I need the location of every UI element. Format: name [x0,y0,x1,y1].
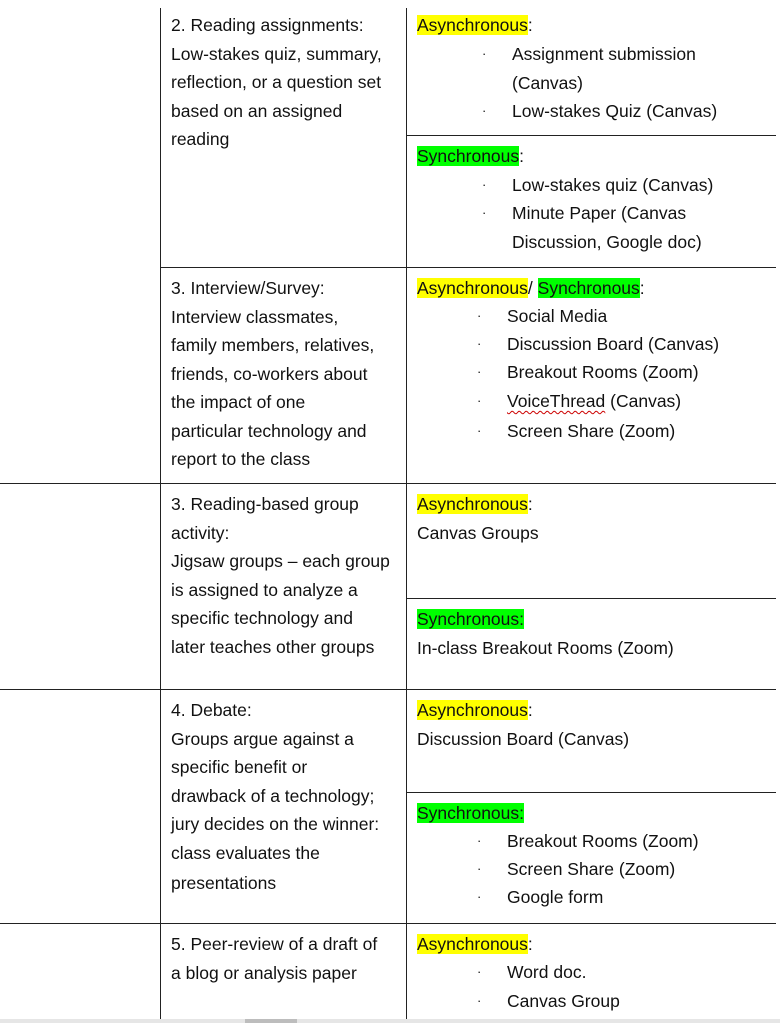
activity-text: Interview classmates, [171,306,339,327]
combined-heading [417,274,645,303]
list-item-text: Low-stakes Quiz (Canvas) [512,101,718,121]
activity-text: a blog or analysis paper [171,962,357,983]
label-suffix: : [527,15,533,35]
activity-cell [171,490,390,661]
sync-label: Synchronous: [417,609,525,629]
activity-text: 4. Debate: [171,700,252,720]
activity-cell [171,930,377,987]
list-item-text: Word doc. [507,962,587,982]
async-heading [417,11,533,40]
activity-cell [171,11,382,154]
activity-text: 5. Peer-review of a draft of [171,934,378,954]
list-item-text: Minute Paper (Canvas Discussion, Google doc) [512,203,702,252]
activity-text: 3. Reading-based group [171,494,359,514]
activity-text: 2. Reading assignments: [171,15,364,35]
bullet-icon: · [477,993,482,1008]
activity-text: 3. Interview/Survey: [171,278,325,298]
activity-text: Groups argue against a [171,728,354,749]
sync-label: Synchronous: [417,803,525,823]
bullet-icon: · [482,205,487,220]
sync-heading [417,605,674,662]
label-suffix: : [527,494,533,514]
async-label: Asynchronous [417,278,528,298]
list-item-text: Breakout Rooms (Zoom) [507,362,699,382]
activity-text: class evaluates the [171,842,320,863]
activity-text: later teaches other groups [171,636,375,657]
async-label: Asynchronous [417,494,528,514]
label-suffix: : [639,278,645,298]
label-separator: / [527,278,538,298]
bullet-icon: · [477,393,482,408]
activity-text: activity: [171,522,230,543]
bullet-icon: · [477,889,482,904]
bullet-icon: · [477,364,482,379]
bullet-icon: · [477,336,482,351]
async-label: Asynchronous [417,15,528,35]
sync-label: Synchronous [537,278,640,298]
activity-text: Low-stakes quiz, summary, [171,43,382,64]
row-divider [0,689,776,690]
label-suffix: : [527,700,533,720]
async-heading [417,490,539,547]
activity-text: specific benefit or [171,757,308,777]
row-divider [0,483,776,484]
list-item-text: Low-stakes quiz (Canvas) [512,175,714,195]
async-label: Asynchronous [417,934,528,954]
activity-text: specific technology and [171,608,353,628]
list-item-text: Social Media [507,306,608,326]
activity-cell [171,696,379,898]
activity-text: reflection, or a question set [171,72,382,92]
async-text: Discussion Board (Canvas) [417,728,630,749]
list-item-text: Google form [507,887,604,907]
bullet-icon: · [477,423,482,438]
async-label: Asynchronous [417,700,528,720]
async-heading [417,696,629,753]
label-suffix: : [519,146,525,166]
list-item-text: Breakout Rooms (Zoom) [507,831,699,851]
activity-text: report to the class [171,449,311,469]
cell-divider [406,598,776,599]
bullet-icon: · [477,964,482,979]
activity-text: jury decides on the winner: [171,814,380,834]
sync-label: Synchronous [417,146,520,166]
activity-text: particular technology and [171,420,367,441]
activity-text: based on an assigned [171,100,343,121]
sync-heading [417,142,524,171]
cell-divider [406,792,776,793]
table-border-left [160,8,161,1020]
list-item-text: Canvas Group [507,991,620,1011]
scrollbar-thumb[interactable] [245,1019,297,1023]
bullet-icon: · [477,308,482,323]
activity-text: the impact of one [171,392,306,412]
bullet-icon: · [482,46,487,61]
row-divider [0,923,776,924]
activity-text: is assigned to analyze a [171,579,358,600]
horizontal-scrollbar[interactable] [0,1019,780,1023]
activity-text: Jigsaw groups – each group [171,551,390,571]
list-item-text: Screen Share (Zoom) [507,859,676,879]
sync-heading [417,799,524,828]
bullet-icon: · [482,177,487,192]
list-item-text: Assignment submission (Canvas) [512,44,696,93]
bullet-icon: · [477,833,482,848]
activity-text: family members, relatives, [171,335,375,355]
row-divider [160,267,776,268]
list-item-text: Discussion Board (Canvas) [507,334,720,354]
spellcheck-word: VoiceThread [507,391,606,411]
async-heading [417,930,533,959]
async-text: Canvas Groups [417,522,539,543]
label-suffix: : [527,934,533,954]
activity-text: presentations [171,873,277,893]
cell-divider [406,135,776,136]
activity-text: reading [171,129,230,149]
list-item-text: VoiceThread (Canvas) [507,391,682,411]
list-item-text: Screen Share (Zoom) [507,421,676,441]
sync-text: In-class Breakout Rooms (Zoom) [417,637,674,658]
activity-text: drawback of a technology; [171,785,375,806]
activity-text: friends, co-workers about [171,363,368,384]
activity-cell [171,274,374,474]
bullet-icon: · [477,861,482,876]
table-border-middle [406,8,407,1020]
bullet-icon: · [482,103,487,118]
